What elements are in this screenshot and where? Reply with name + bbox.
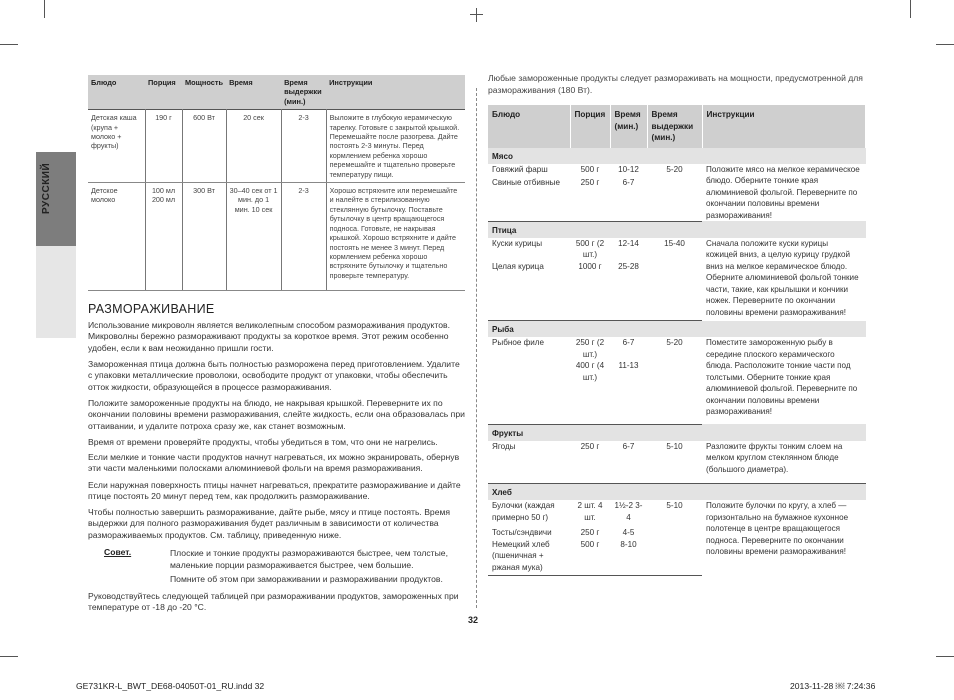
- table-header: Блюдо: [488, 105, 570, 148]
- instructions-cell: Положите булочки по кругу, а хлеб — горизонтально на бумажное кухонное полотенце в центре вращающегося подноса. Переверните по окончании половины времени размораживания!: [706, 501, 849, 556]
- table-header: Инструкции: [326, 75, 465, 110]
- instructions-cell: Поместите замороженную рыбу в середине плоского керамического блюда. Расположите тонкие части под толстыми. Оберните тонкие края алюминиевой фольгой. Переверните по окончании половины времени размораживания!: [706, 338, 858, 416]
- dish-cell: Немецкий хлеб (пшеничная + ржаная мука): [488, 539, 570, 576]
- category-row: [488, 321, 866, 338]
- portion-cell: 250 г: [570, 177, 610, 221]
- table-header: Время (мин.): [610, 105, 647, 148]
- portion-cell: 250 г: [580, 528, 600, 537]
- standing-cell: 5-20: [666, 338, 683, 347]
- dish-cell: Детское молоко: [88, 183, 145, 291]
- crop-mark: [44, 0, 45, 18]
- footer-timestamp: 2013-11-28 ￼ 7:24:36: [790, 681, 876, 691]
- time-cell: 1½-2 3-4: [614, 501, 643, 522]
- dish-cell: Свиные отбивные: [488, 177, 570, 221]
- power-cell: 600 Вт: [182, 110, 226, 183]
- time-cell: 30–40 сек от 1 мин. до 1 мин. 10 сек: [226, 183, 281, 291]
- standing-cell: 2-3: [281, 110, 326, 183]
- tip-text: Помните об этом при замораживании и размораживании продуктов.: [170, 574, 443, 584]
- intro-text: Любые замороженные продукты следует размораживать на мощности, предусмотренной для размораживания (180 Вт).: [488, 73, 863, 95]
- dish-cell: Тосты/сэндвичи: [492, 528, 552, 537]
- standing-cell: 2-3: [281, 183, 326, 291]
- crop-mark: [936, 656, 954, 657]
- time-cell: 6-7: [610, 177, 647, 221]
- table-header: Блюдо: [88, 75, 145, 110]
- portion-cell: 500 г: [580, 164, 600, 174]
- time-cell: 11-13: [610, 360, 647, 424]
- dish-cell: Булочки (каждая примерно 50 г): [492, 501, 555, 522]
- paragraph: Чтобы полностью завершить размораживание, дайте рыбе, мясу и птице постоять. Время выдержки для полного размораживания будет различным в зависимости от количества размораживаемых продуктов. См. таблицу, приведенную ниже.: [88, 507, 451, 540]
- standing-cell: 15-40: [664, 238, 685, 248]
- paragraph: Время от времени проверяйте продукты, чтобы убедиться в том, что они не нагрелись.: [88, 437, 438, 447]
- time-cell: 8-10: [610, 539, 647, 576]
- category-row: [488, 484, 866, 501]
- instructions-cell: Хорошо встряхните или перемешайте и налейте в стерилизованную стеклянную бутылочку. Поставьте бутылочку в центр вращающегося подноса. Готовьте, не накрывая крышкой. Хорошо встряхните и дайте постоять не менее 3 минут. Перед кормлением ребенка хорошо встряхните бутылочку и тщательно проверьте температуру.: [326, 183, 465, 291]
- paragraph: Если мелкие и тонкие части продуктов начнут нагреваться, их можно экранировать, обернув эти части маленькими полосками алюминиевой фольги на время размораживания.: [88, 452, 460, 474]
- baby-food-table: [88, 75, 465, 291]
- instructions-cell: Выложите в глубокую керамическую тарелку. Готовьте с закрытой крышкой. Перемешайте после разогрева. Дайте постоять 2-3 минуты. Перед кормлением ребенка хорошо перемешайте и тщательно проверьте температуру пищи.: [326, 110, 465, 183]
- instructions-cell: Сначала положите куски курицы кожицей вниз, а целую курицу грудкой вниз на мелкое керамическое блюдо. Оберните алюминиевой фольгой тонкие части, такие, как крылышки и кончики ножек. Переверните по окончании половины времени размораживания!: [706, 238, 859, 317]
- category-row: [488, 148, 866, 164]
- portion-cell: 1000 г: [570, 261, 610, 321]
- time-cell: 6-7: [610, 441, 647, 484]
- crop-mark: [0, 656, 18, 657]
- time-cell: 6-7: [622, 338, 635, 347]
- table-row: [488, 164, 866, 178]
- category-label: Мясо: [488, 148, 570, 164]
- table-row: [488, 500, 866, 527]
- table-header: Инструкции: [702, 105, 866, 148]
- crop-mark: [470, 14, 483, 15]
- portion-cell: 100 мл 200 мл: [145, 183, 182, 291]
- instructions-cell: Положите мясо на мелкое керамическое блюдо. Оберните тонкие края алюминиевой фольгой. Переверните по окончании половины времени размораживания!: [706, 164, 860, 220]
- table-header: Мощность: [182, 75, 226, 110]
- dish-cell: Куски курицы: [492, 238, 543, 248]
- center-guide: [476, 88, 478, 608]
- standing-cell: [647, 177, 702, 221]
- section-title: РАЗМОРАЖИВАНИЕ: [88, 302, 215, 316]
- time-cell: 25-28: [610, 261, 647, 321]
- crop-mark: [0, 44, 18, 45]
- paragraph: Положите замороженные продукты на блюдо, не накрывая крышкой. Переверните их по окончании половины времени размораживания, слейте жидкость, если она образовалась при оттаивании, и удалите потроха сразу же, как станет возможным.: [88, 398, 465, 431]
- crop-mark: [910, 0, 911, 18]
- category-row: [488, 424, 866, 441]
- paragraph: Руководствуйтесь следующей таблицей при размораживании продуктов, замороженных при температуре от -18 до -20 °C.: [88, 591, 459, 613]
- category-label: Хлеб: [488, 484, 570, 501]
- category-label: Рыба: [488, 321, 570, 338]
- portion-cell: 2 шт. 4 шт.: [577, 501, 603, 522]
- standing-cell: 5-20: [666, 164, 683, 174]
- table-header: Время выдержки (мин.): [647, 105, 702, 148]
- portion-cell: 190 г: [145, 110, 182, 183]
- table-header: Время: [226, 75, 281, 110]
- page-number: 32: [468, 615, 479, 625]
- table-header-row: [88, 75, 465, 110]
- footer-file: GE731KR-L_BWT_DE68-04050T-01_RU.indd 32: [76, 681, 265, 691]
- standing-cell: 5-10: [666, 501, 683, 510]
- standing-cell: [647, 261, 702, 321]
- time-cell: 12-14: [618, 238, 639, 248]
- table-row: [488, 337, 866, 360]
- portion-cell: 500 г (2 шт.): [575, 238, 605, 259]
- paragraph: Замороженная птица должна быть полностью разморожена перед приготовлением. Удалите с упаковки металлические проволоки, освободите продукт от упаковки, чтобы обеспечить отток жидкости, образующейся в процессе размораживания.: [88, 359, 460, 392]
- table-header: Время выдержки (мин.): [281, 75, 326, 110]
- table-row: [88, 183, 465, 291]
- crop-mark: [476, 8, 477, 22]
- table-row: [488, 441, 866, 484]
- standing-cell: [647, 527, 702, 539]
- dish-cell: [488, 360, 570, 424]
- table-row: [88, 110, 465, 183]
- category-label: Птица: [488, 221, 570, 238]
- time-cell: 20 сек: [226, 110, 281, 183]
- portion-cell: 400 г (4 шт.): [570, 360, 610, 424]
- time-cell: 10-12: [618, 164, 639, 174]
- crop-mark: [936, 44, 954, 45]
- dish-cell: Целая курица: [488, 261, 570, 321]
- paragraph: Если наружная поверхность птицы начнет нагреваться, прекратите размораживание и дайте птице постоять 20 минут перед тем, как продолжить размораживание.: [88, 480, 461, 502]
- category-label: Фрукты: [488, 424, 570, 441]
- dish-cell: Детская каша (крупа + молоко + фрукты): [88, 110, 145, 183]
- category-row: [488, 221, 866, 238]
- table-row: [488, 238, 866, 261]
- instructions-cell: Разложите фрукты тонким слоем на мелком круглом стеклянном блюде (большого диаметра).: [702, 441, 866, 484]
- portion-cell: 250 г: [570, 441, 610, 484]
- power-cell: 300 Вт: [182, 183, 226, 291]
- table-header: Порция: [145, 75, 182, 110]
- defrost-table: [488, 105, 866, 576]
- paragraph: Использование микроволн является великолепным способом размораживания продуктов. Микроволны бережно размораживают продукты за короткое время. Этот режим особенно удобен, если к вам неожиданно пришли гости.: [88, 320, 450, 353]
- tip-label: Совет.: [104, 547, 132, 557]
- dish-cell: Говяжий фарш: [492, 164, 548, 174]
- table-header: Порция: [570, 105, 610, 148]
- portion-cell: 250 г (2 шт.): [575, 338, 605, 359]
- side-tab-label: РУССКИЙ: [41, 162, 52, 214]
- portion-cell: 500 г: [570, 539, 610, 576]
- standing-cell: [647, 539, 702, 576]
- standing-cell: [647, 360, 702, 424]
- dish-cell: Ягоды: [488, 441, 570, 484]
- table-header-row: [488, 105, 866, 148]
- tip-text: Плоские и тонкие продукты размораживаются быстрее, чем толстые, маленькие порции размораживается быстрее, чем большие.: [170, 548, 448, 571]
- dish-cell: Рыбное филе: [492, 338, 544, 347]
- time-cell: 4-5: [622, 528, 635, 537]
- standing-cell: 5-10: [647, 441, 702, 484]
